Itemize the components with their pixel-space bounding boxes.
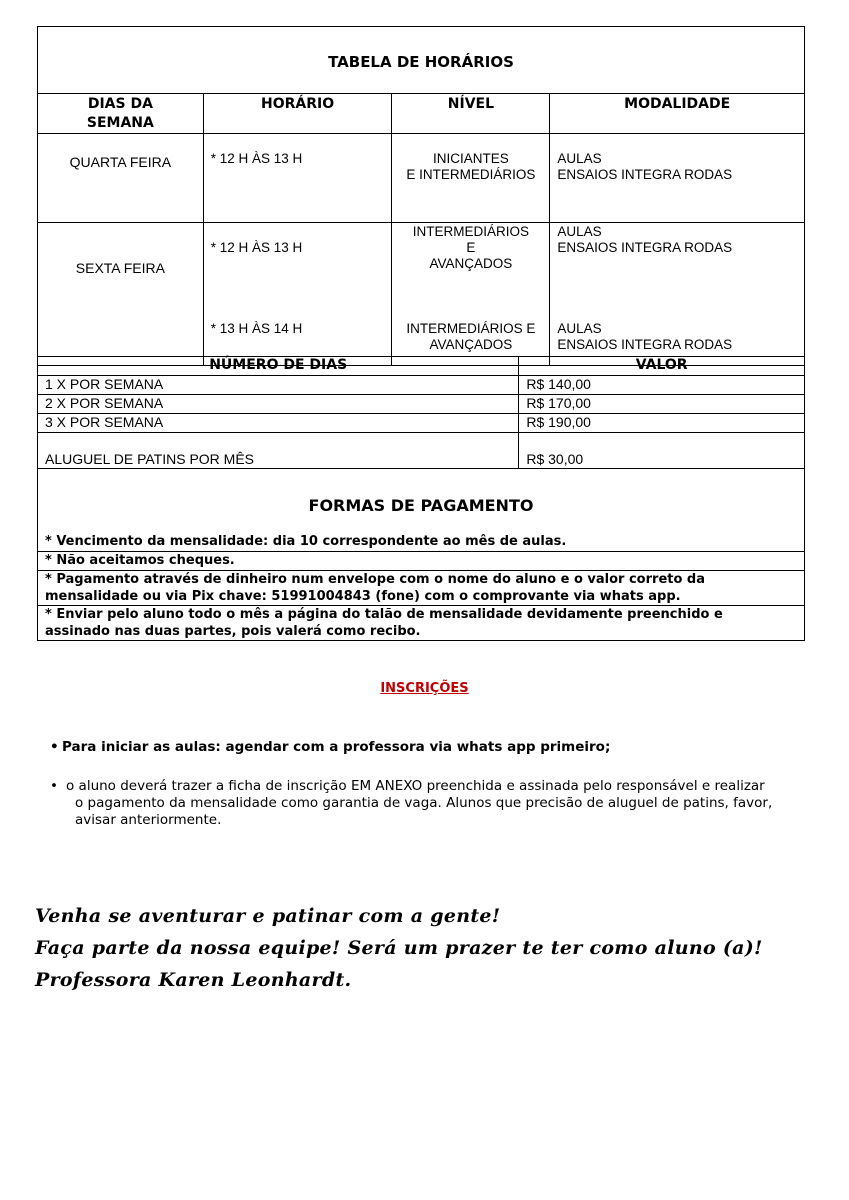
payment-item: * Enviar pelo aluno todo o mês a página do talão de mensalidade devidamente preenchido e assinado nas duas partes, pois valerá como recibo.	[38, 606, 805, 641]
level-line: AVANÇADOS	[429, 337, 513, 352]
time-cell: * 12 H ÀS 13 H	[203, 134, 392, 223]
payment-item: * Vencimento da mensalidade: dia 10 correspondente ao mês de aulas.	[38, 533, 805, 552]
level-line: INTERMEDIÁRIOS E	[406, 321, 536, 336]
level-line: INTERMEDIÁRIOS	[412, 224, 530, 239]
modality-cell	[550, 134, 805, 223]
price-value: R$ 170,00	[519, 395, 805, 414]
price-value: R$ 30,00	[519, 433, 805, 469]
header-days-line2: SEMANA	[86, 115, 154, 131]
price-row	[38, 376, 805, 395]
header-level: NÍVEL	[392, 94, 550, 134]
level-line: AVANÇADOS	[429, 256, 513, 271]
header-number-of-days: NÚMERO DE DIAS	[38, 357, 519, 376]
bullet-dot-icon: •	[50, 778, 58, 794]
schedule-row	[38, 134, 805, 223]
list-item	[50, 739, 812, 756]
price-value: R$ 140,00	[519, 376, 805, 395]
price-label: 1 X POR SEMANA	[38, 376, 519, 395]
modality-line: AULAS	[557, 321, 602, 336]
price-value: R$ 190,00	[519, 414, 805, 433]
payment-item: * Pagamento através de dinheiro num envelope com o nome do aluno e o valor correto da mensalidade ou via Pix chave: 51991004843 (fone) com o comprovante via whats app.	[38, 571, 805, 606]
level-line: INICIANTES	[433, 151, 509, 166]
modality-line: AULAS	[557, 151, 602, 166]
price-label: 3 X POR SEMANA	[38, 414, 519, 433]
header-value: VALOR	[519, 357, 805, 376]
bullet-text-continuation: o pagamento da mensalidade como garantia de vaga. Alunos que precisão de aluguel de patins, favor, avisar anteriormente.	[75, 795, 773, 828]
level-line: E INTERMEDIÁRIOS	[406, 167, 536, 182]
payment-title: FORMAS DE PAGAMENTO	[38, 469, 805, 534]
inscricoes-title: INSCRIÇÕES	[380, 681, 469, 696]
header-time: HORÁRIO	[203, 94, 392, 134]
list-item	[50, 778, 812, 829]
modality-line: ENSAIOS INTEGRA RODAS	[557, 240, 733, 255]
modality-line: ENSAIOS INTEGRA RODAS	[557, 167, 733, 182]
bullet-dot-icon: •	[50, 739, 59, 755]
schedule-table	[37, 26, 805, 366]
price-label: 2 X POR SEMANA	[38, 395, 519, 414]
modality-cell	[550, 223, 805, 311]
schedule-title: TABELA DE HORÁRIOS	[38, 27, 805, 94]
price-row	[38, 433, 805, 469]
price-row	[38, 414, 805, 433]
prices-table	[37, 356, 805, 641]
payment-item: * Não aceitamos cheques.	[38, 552, 805, 571]
time-cell: * 12 H ÀS 13 H	[203, 223, 392, 311]
closing-line-1: Venha se aventurar e patinar com a gente!	[35, 905, 501, 927]
day-cell: SEXTA FEIRA	[38, 223, 204, 366]
price-row	[38, 395, 805, 414]
modality-line: AULAS	[557, 224, 602, 239]
price-label: ALUGUEL DE PATINS POR MÊS	[38, 433, 519, 469]
level-line: E	[466, 240, 476, 255]
closing-line-3: Professora Karen Leonhardt.	[35, 969, 352, 991]
modality-line: ENSAIOS INTEGRA RODAS	[557, 337, 733, 352]
header-days-line1: DIAS DA	[87, 96, 153, 112]
header-days	[38, 94, 204, 134]
bullet-text: o aluno deverá trazer a ficha de inscrição EM ANEXO preenchida e assinada pelo responsável e realizar	[66, 778, 765, 794]
time-cell: * 13 H ÀS 14 H	[203, 310, 392, 366]
day-cell: QUARTA FEIRA	[38, 134, 204, 223]
level-cell	[392, 223, 550, 311]
schedule-row	[38, 223, 805, 311]
level-cell	[392, 134, 550, 223]
closing-line-2: Faça parte da nossa equipe! Será um prazer te ter como aluno (a)!	[35, 937, 763, 959]
header-modality: MODALIDADE	[550, 94, 805, 134]
bullet-text: Para iniciar as aulas: agendar com a professora via whats app primeiro;	[62, 739, 611, 755]
